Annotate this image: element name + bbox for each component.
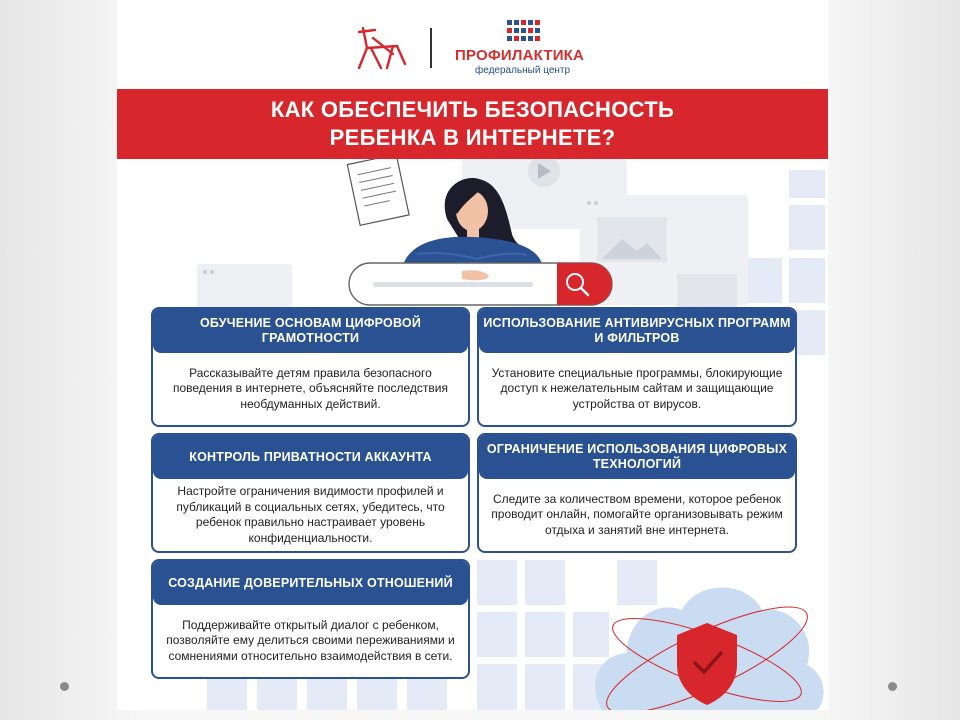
banner-line-2: РЕБЕНКА В ИНТЕРНЕТЕ?	[329, 125, 616, 150]
card-limit-usage	[477, 433, 797, 553]
logo-row	[117, 20, 828, 80]
card-text: Рассказывайте детям правила безопасного поведения в интернете, объясняйте последствия необдуманных действий.	[172, 365, 448, 411]
search-button	[557, 263, 612, 305]
slide-dot-right	[888, 682, 897, 691]
card-title: ОГРАНИЧЕНИЕ ИСПОЛЬЗОВАНИЯ ЦИФРОВЫХ ТЕХНОЛОГИЙ	[479, 435, 795, 479]
card-account-privacy	[151, 433, 470, 553]
illustration-girl-search	[117, 159, 828, 309]
card-antivirus	[477, 307, 797, 427]
card-text: Настройте ограничения видимости профилей и публикаций в социальных сетях, убедитесь, что ребенок правильно настраивает уровень конфиденциальности.	[176, 484, 445, 545]
infographic-poster	[117, 0, 828, 710]
card-trust	[151, 559, 470, 679]
document-icon	[347, 159, 409, 225]
card-title: ОБУЧЕНИЕ ОСНОВАМ ЦИФРОВОЙ ГРАМОТНОСТИ	[153, 309, 468, 353]
banner-line-1: КАК ОБЕСПЕЧИТЬ БЕЗОПАСНОСТЬ	[270, 97, 675, 122]
title-banner	[117, 89, 828, 159]
slide-dot-left	[60, 682, 69, 691]
card-digital-literacy	[151, 307, 470, 427]
card-title: КОНТРОЛЬ ПРИВАТНОСТИ АККАУНТА	[153, 435, 468, 479]
card-text: Поддерживайте открытый диалог с ребенком, позволяйте ему делиться своими переживаниями и сомнениями относительно взаимодействия в сети.	[166, 617, 455, 663]
card-text: Следите за количеством времени, которое ребенок проводит онлайн, помогайте организовывать режим отдыха и занятий вне интернета.	[491, 491, 783, 537]
brand-subtitle: федеральный центр	[475, 65, 571, 76]
profilaktika-grid-icon	[507, 20, 541, 42]
cloud-shield-illustration	[587, 565, 827, 710]
card-title: ИСПОЛЬЗОВАНИЕ АНТИВИРУСНЫХ ПРОГРАММ И ФИЛЬТРОВ	[479, 309, 795, 353]
chair-logo-icon	[353, 24, 407, 70]
logo-separator	[430, 28, 432, 68]
brand-title: ПРОФИЛАКТИКА	[455, 47, 585, 64]
card-text: Установите специальные программы, блокирующие доступ к нежелательным сайтам и защищающие устройства от вирусов.	[491, 365, 783, 411]
card-title: СОЗДАНИЕ ДОВЕРИТЕЛЬНЫХ ОТНОШЕНИЙ	[153, 561, 468, 605]
